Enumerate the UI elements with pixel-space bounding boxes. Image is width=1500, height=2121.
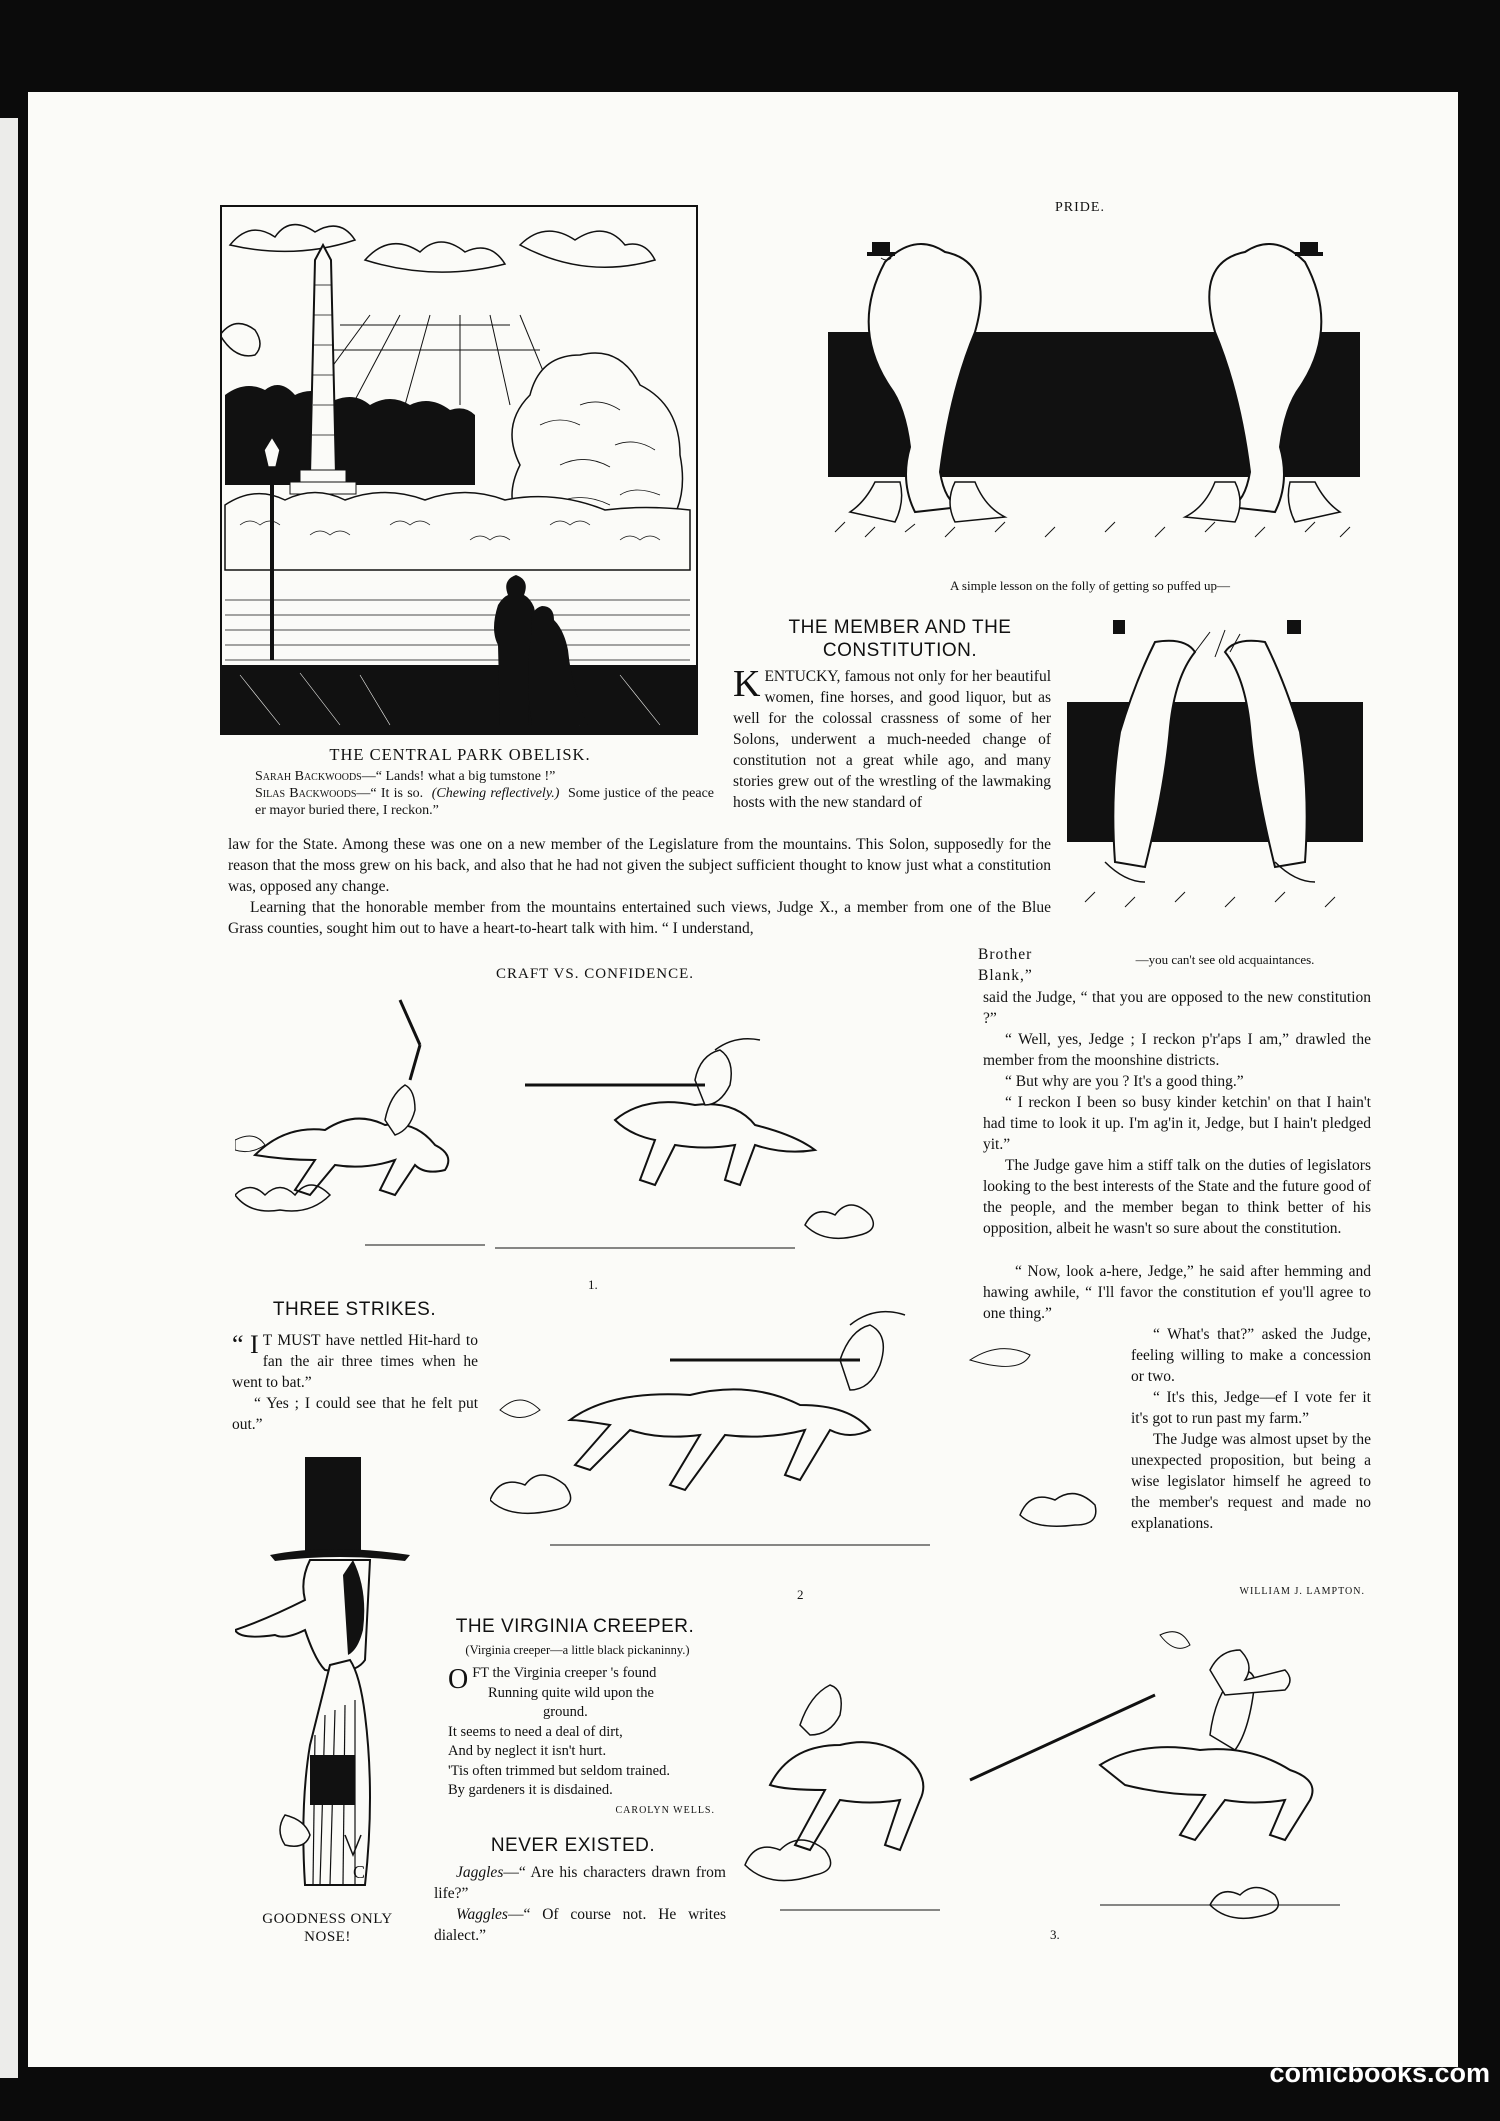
- pride-illustration-bottom: [1065, 612, 1365, 942]
- pride-illustration-top: [825, 232, 1365, 562]
- craft-panel-2-number: 2: [797, 1587, 804, 1602]
- creeper-dropcap: O: [448, 1664, 469, 1695]
- member-column-narrow: [1131, 1324, 1371, 1534]
- craft-panel-2-illustration: [490, 1300, 1110, 1560]
- silas-speaker: Silas Backwoods: [255, 786, 357, 801]
- member-almost: The Judge was almost upset by the unexpected proposition, but being a wise legislator himself he agreed to the member's request and made no explanations.: [1131, 1431, 1371, 1532]
- never-line-1-text: —“ Are his characters drawn from life?”: [434, 1864, 726, 1902]
- creeper-line-1-text: FT the Virginia creeper 's found: [472, 1665, 657, 1681]
- creeper-line-4: It seems to need a deal of dirt,: [448, 1723, 623, 1740]
- creeper-subtitle: (Virginia creeper—a little black pickaninny.): [465, 1643, 690, 1657]
- page-spine: [0, 118, 18, 2078]
- creeper-signature: CAROLYN WELLS.: [615, 1805, 715, 1816]
- member-this: “ It's this, Jedge—ef I vote fer it it's got to run past my farm.”: [1131, 1389, 1371, 1427]
- nose-initials: C: [353, 1862, 366, 1882]
- never-speaker-2: Waggles: [456, 1906, 508, 1923]
- never-title: NEVER EXISTED.: [490, 1835, 656, 1856]
- member-dropcap: K: [733, 663, 761, 705]
- creeper-line-7: By gardeners it is disdained.: [448, 1782, 613, 1798]
- creeper-poem: [448, 1664, 728, 1801]
- member-well: “ Well, yes, Jedge ; I reckon p'r'aps I am,” drawled the member from the moonshine districts.: [983, 1031, 1371, 1069]
- nose-caption-line-1: GOODNESS ONLY: [262, 1911, 393, 1927]
- member-p2: Learning that the honorable member from the mountains entertained such views, Judge X., a member from one of the Blue Grass counties, sought him out to have a heart-to-heart talk with him. “ I understand,: [228, 899, 1051, 937]
- silas-rest: Some justice of the peace er mayor buried there, I reckon.”: [255, 786, 714, 818]
- member-headline-2: CONSTITUTION.: [822, 640, 978, 661]
- nose-caption: [240, 1910, 415, 1946]
- nose-man-illustration: [235, 1455, 415, 1895]
- strikes-line-1-text: T MUST have nettled Hit-hard to fan the air three times when he went to bat.”: [232, 1332, 478, 1391]
- obelisk-title: THE CENTRAL PARK OBELISK.: [329, 745, 591, 764]
- craft-title: CRAFT VS. CONFIDENCE.: [496, 966, 694, 982]
- never-line-1: [434, 1862, 726, 1904]
- creeper-line-2: Running quite wild upon the: [488, 1684, 654, 1701]
- sarah-speaker: Sarah Backwoods: [255, 769, 362, 784]
- craft-panel-3-number: 3.: [1050, 1927, 1060, 1942]
- creeper-line-3: ground.: [543, 1704, 588, 1720]
- member-intro-text: ENTUCKY, famous not only for her beautiful women, fine horses, and good liquor, but as well for the colossal crassness of some of her Solons, underwent a much-needed change of constitution not a great while ago, and many stories grew out of the wrestling of the lawmaking hosts with the new standard of: [733, 668, 1051, 811]
- member-why: “ But why are you ? It's a good thing.”: [1005, 1073, 1244, 1090]
- nose-caption-line-2: NOSE!: [304, 1929, 351, 1945]
- strikes-line-1: [232, 1330, 478, 1393]
- member-brother: [978, 944, 1052, 986]
- silas-aside: (Chewing reflectively.): [431, 786, 560, 801]
- strikes-title: THREE STRIKES.: [272, 1299, 437, 1320]
- member-p1: law for the State. Among these was one on a new member of the Legislature from the mountains. This Solon, supposedly for the reason that the moss grew on his back, and also that he had not given the subject sufficient thought to know just what a constitution was, opposed any change.: [228, 836, 1051, 895]
- pride-title: PRIDE.: [1055, 200, 1105, 215]
- member-what: “ What's that?” asked the Judge, feeling willing to make a concession or two.: [1131, 1326, 1371, 1385]
- member-blank-word: Blank,”: [978, 967, 1033, 984]
- member-now: “ Now, look a-here, Jedge,” he said after hemming and hawing awhile, “ I'll favor the constitution ef you'll agree to one thing.”: [983, 1263, 1371, 1322]
- never-line-2: [434, 1904, 726, 1946]
- creeper-title: THE VIRGINIA CREEPER.: [455, 1616, 695, 1637]
- pride-caption-1: A simple lesson on the folly of getting so puffed up—: [950, 578, 1230, 593]
- member-judge: said the Judge, “ that you are opposed to the new constitution ?”: [983, 989, 1371, 1027]
- craft-panel-3-illustration: [740, 1615, 1380, 1935]
- silas-line: —“ It is so.: [356, 786, 424, 801]
- creeper-line-6: 'Tis often trimmed but seldom trained.: [448, 1762, 670, 1779]
- member-headline-1: THE MEMBER AND THE: [788, 617, 1012, 638]
- creeper-line-5: And by neglect it isn't hurt.: [448, 1743, 607, 1759]
- strikes-text: [232, 1330, 478, 1435]
- obelisk-dialogue: [228, 768, 714, 819]
- never-dialogue: [434, 1862, 726, 1946]
- member-intro: [733, 663, 1051, 813]
- member-brother-word: Brother: [978, 946, 1033, 963]
- sarah-line: —“ Lands! what a big tumstone !”: [361, 769, 556, 784]
- craft-panel-1-illustration: [235, 990, 935, 1260]
- pride-caption-2: —you can't see old acquaintances.: [1135, 952, 1315, 967]
- strikes-dropcap: “ I: [232, 1330, 259, 1359]
- member-column-right: [983, 987, 1371, 1239]
- member-wide-text: [228, 834, 1051, 939]
- craft-panel-1-number: 1.: [588, 1277, 598, 1292]
- obelisk-illustration: [220, 205, 698, 735]
- never-speaker-1: Jaggles: [456, 1864, 504, 1881]
- member-stiff: The Judge gave him a stiff talk on the duties of legislators looking to the best interests of the State and the future good of the people, and the member began to think better of his opposition, albeit he wasn't so sure about the constitution.: [983, 1157, 1371, 1237]
- member-signature: WILLIAM J. LAMPTON.: [1239, 1586, 1365, 1597]
- member-reckon: “ I reckon I been so busy kinder ketchin' on that I hain't had time to look it up. I'm ag'in it, Jedge, but I hain't pledged yit.”: [983, 1094, 1371, 1153]
- never-line-2-text: —“ Of course not. He writes dialect.”: [434, 1906, 726, 1944]
- strikes-line-2: “ Yes ; I could see that he felt put out.”: [232, 1395, 478, 1433]
- watermark: comicbooks.com: [1269, 2058, 1490, 2088]
